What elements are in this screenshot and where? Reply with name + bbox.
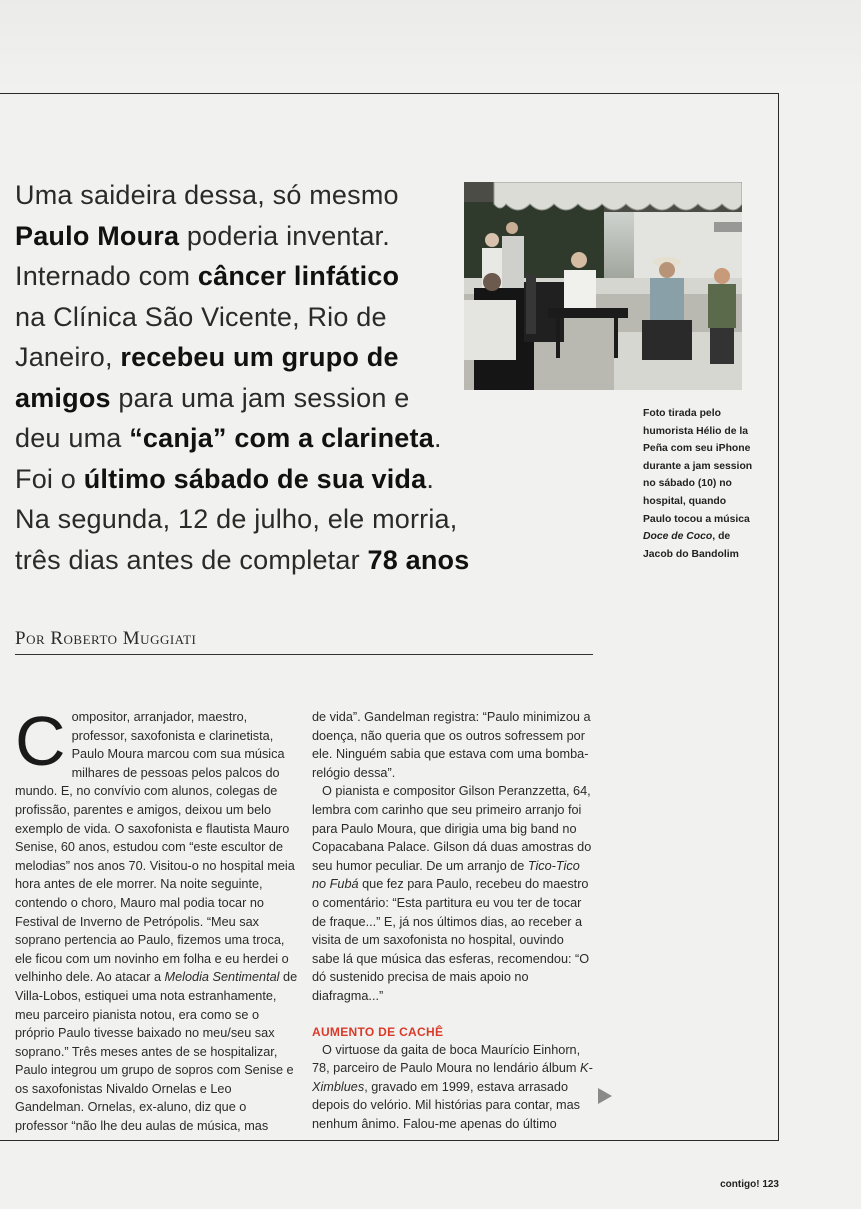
page-number: 123 [762, 1179, 779, 1190]
section-subhead: AUMENTO DE CACHÊ [312, 1024, 444, 1039]
body-column-1 [15, 702, 299, 1136]
page-folio [720, 1179, 779, 1190]
body-column-2 [312, 708, 594, 1133]
drop-cap: C [15, 702, 66, 780]
top-bleed [0, 0, 861, 90]
lead-paragraph: Uma saideira dessa, só mesmo Paulo Moura poderia inventar. Internado com câncer linfático na Clínica São Vicente, Rio de Janeiro, recebeu um grupo de amigos para uma jam session e deu uma “canja” com a clarineta. Foi o último sábado de sua vida. Na segunda, 12 de julho, ele morria, três dias antes de completar 78 anos [15, 180, 470, 575]
body-paragraph: Compositor, arranjador, maestro, professor, saxofonista e clarinetista, Paulo Moura marcou com sua música milhares de pessoas pelos palcos do mundo. E, no convívio com alunos, colegas de profissão, parentes e amigos, deixou um belo exemplo de vida. O saxofonista e flautista Mauro Senise, 60 anos, estudou com “este escultor de melodias” nos anos 70. Visitou-o no hospital meia hora antes de ele morrer. Na noite seguinte, contendo o choro, Mauro mal podia tocar no Festival de Inverno de Petrópolis. “Meu sax soprano pertencia ao Paulo, fizemos uma troca, ele ficou com um novinho em folha e eu herdei o velhinho dele. Ao atacar a Melodia Sentimental de Villa-Lobos, estiquei uma nota estranhamente, meu parceiro pianista notou, era como se o próprio Paulo tivesse baixado no meu/seu sax soprano.” Três meses antes de se hospitalizar, Paulo integrou um grupo de sopros com Senise e os saxofonistas Nivaldo Ornelas e Leo Gandelman. Ornelas, ex-aluno, diz que o professor “não lhe deu aulas de música, mas [15, 702, 298, 1134]
photo-illustration [464, 182, 742, 390]
photo-caption: Foto tirada pelo humorista Hélio de la Peña com seu iPhone durante a jam session no sábado (10) no hospital, quando Paulo tocou a música Doce de Coco, de Jacob do Bandolim [643, 408, 753, 560]
body-paragraph: de vida”. Gandelman registra: “Paulo minimizou a doença, não queria que os outros sofressem por ele. Ninguém sabia que estava com uma bomba-relógio dessa”. [312, 710, 591, 780]
byline: Por Roberto Muggiati [15, 628, 593, 655]
magazine-name: contigo! [720, 1179, 760, 1190]
body-paragraph: O virtuose da gaita de boca Maurício Einhorn, 78, parceiro de Paulo Moura no lendário álbum K-Ximblues, gravado em 1999, estava arrasado depois do velório. Mil histórias para contar, mas nenhum ânimo. Falou-me apenas do último [312, 1042, 593, 1131]
continue-arrow-icon [598, 1088, 612, 1104]
jam-session-photo [464, 182, 742, 390]
body-paragraph: O pianista e compositor Gilson Peranzzetta, 64, lembra com carinho que seu primeiro arranjo foi para Paulo Moura, que dirigia uma big band no Copacabana Palace. Gilson dá duas amostras do seu humor peculiar. De um arranjo de Tico-Tico no Fubá que fez para Paulo, recebeu do maestro o comentário: “Esta partitura eu vou ter de tocar de fraque...” E, já nos últimos dias, ao receber a visita de um saxofonista no hospital, ouvindo sabe lá que música das esferas, recomendou: “O dó sustenido precisa de mais apoio no diafragma...” [312, 784, 592, 1003]
